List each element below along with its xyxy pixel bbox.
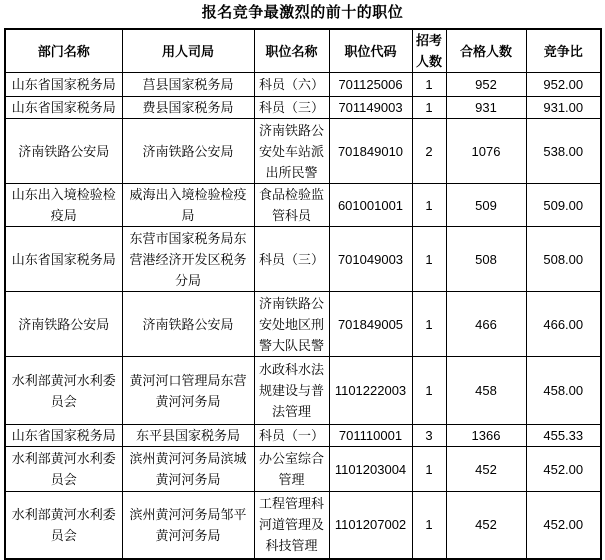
cell-position-code: 701049003 [329,227,412,292]
cell-department-name: 山东省国家税务局 [5,73,122,97]
column-header-recruit-count: 招考人数 [412,29,446,73]
cell-qualified-count: 952 [446,73,526,97]
cell-position-code: 701849010 [329,119,412,184]
cell-qualified-count: 508 [446,227,526,292]
page-title: 报名竞争最激烈的前十的职位 [201,4,404,21]
cell-competition-ratio: 931.00 [526,97,601,119]
cell-employing-bureau: 费县国家税务局 [122,97,254,119]
cell-employing-bureau: 莒县国家税务局 [122,73,254,97]
cell-qualified-count: 509 [446,184,526,227]
cell-position-name: 科员（三） [254,97,329,119]
column-header-qualified-count: 合格人数 [446,29,526,73]
cell-recruit-count: 1 [412,357,446,425]
cell-position-name: 水政科水法规建设与普法管理 [254,357,329,425]
cell-qualified-count: 466 [446,292,526,357]
cell-qualified-count: 458 [446,357,526,425]
cell-department-name: 山东出入境检验检疫局 [5,184,122,227]
cell-qualified-count: 452 [446,492,526,559]
cell-qualified-count: 1366 [446,425,526,447]
cell-competition-ratio: 455.33 [526,425,601,447]
cell-department-name: 山东省国家税务局 [5,97,122,119]
table-row [5,97,601,119]
cell-position-code: 701125006 [329,73,412,97]
cell-department-name: 山东省国家税务局 [5,227,122,292]
column-header-position-name: 职位名称 [254,29,329,73]
table-body [5,73,601,559]
cell-position-code: 1101203004 [329,447,412,492]
cell-department-name: 水利部黄河水利委员会 [5,447,122,492]
cell-competition-ratio: 458.00 [526,357,601,425]
table-row [5,227,601,292]
cell-recruit-count: 1 [412,73,446,97]
cell-position-code: 1101222003 [329,357,412,425]
cell-position-code: 601001001 [329,184,412,227]
table-row [5,73,601,97]
cell-qualified-count: 931 [446,97,526,119]
cell-position-name: 食品检验监管科员 [254,184,329,227]
cell-employing-bureau: 济南铁路公安局 [122,292,254,357]
header-row [5,29,601,73]
cell-recruit-count: 2 [412,119,446,184]
cell-position-code: 701149003 [329,97,412,119]
column-header-position-code: 职位代码 [329,29,412,73]
cell-employing-bureau: 滨州黄河河务局滨城黄河河务局 [122,447,254,492]
table-header [5,29,601,73]
cell-competition-ratio: 452.00 [526,492,601,559]
cell-position-code: 701849005 [329,292,412,357]
cell-employing-bureau: 威海出入境检验检疫局 [122,184,254,227]
table-row [5,425,601,447]
cell-position-code: 701110001 [329,425,412,447]
cell-recruit-count: 3 [412,425,446,447]
cell-position-name: 科员（三） [254,227,329,292]
cell-position-name: 科员（六） [254,73,329,97]
cell-position-code: 1101207002 [329,492,412,559]
cell-competition-ratio: 538.00 [526,119,601,184]
cell-recruit-count: 1 [412,97,446,119]
cell-position-name: 办公室综合管理 [254,447,329,492]
cell-employing-bureau: 济南铁路公安局 [122,119,254,184]
cell-employing-bureau: 黄河河口管理局东营黄河河务局 [122,357,254,425]
cell-position-name: 济南铁路公安处车站派出所民警 [254,119,329,184]
table-row [5,119,601,184]
cell-competition-ratio: 952.00 [526,73,601,97]
top-positions-table [4,28,602,560]
cell-competition-ratio: 452.00 [526,447,601,492]
cell-competition-ratio: 508.00 [526,227,601,292]
table-row [5,184,601,227]
column-header-employing-bureau: 用人司局 [122,29,254,73]
table-row [5,357,601,425]
table-row [5,492,601,559]
table-row [5,292,601,357]
cell-employing-bureau: 东营市国家税务局东营港经济开发区税务分局 [122,227,254,292]
cell-position-name: 工程管理科河道管理及科技管理 [254,492,329,559]
cell-department-name: 济南铁路公安局 [5,119,122,184]
cell-competition-ratio: 466.00 [526,292,601,357]
cell-qualified-count: 452 [446,447,526,492]
cell-department-name: 济南铁路公安局 [5,292,122,357]
column-header-department-name: 部门名称 [5,29,122,73]
cell-competition-ratio: 509.00 [526,184,601,227]
cell-department-name: 山东省国家税务局 [5,425,122,447]
cell-recruit-count: 1 [412,184,446,227]
cell-recruit-count: 1 [412,492,446,559]
cell-recruit-count: 1 [412,292,446,357]
column-header-competition-ratio: 竞争比 [526,29,601,73]
cell-position-name: 科员（一） [254,425,329,447]
cell-recruit-count: 1 [412,447,446,492]
cell-employing-bureau: 滨州黄河河务局邹平黄河河务局 [122,492,254,559]
cell-department-name: 水利部黄河水利委员会 [5,357,122,425]
cell-department-name: 水利部黄河水利委员会 [5,492,122,559]
cell-employing-bureau: 东平县国家税务局 [122,425,254,447]
cell-qualified-count: 1076 [446,119,526,184]
cell-position-name: 济南铁路公安处地区刑警大队民警 [254,292,329,357]
cell-recruit-count: 1 [412,227,446,292]
table-row [5,447,601,492]
